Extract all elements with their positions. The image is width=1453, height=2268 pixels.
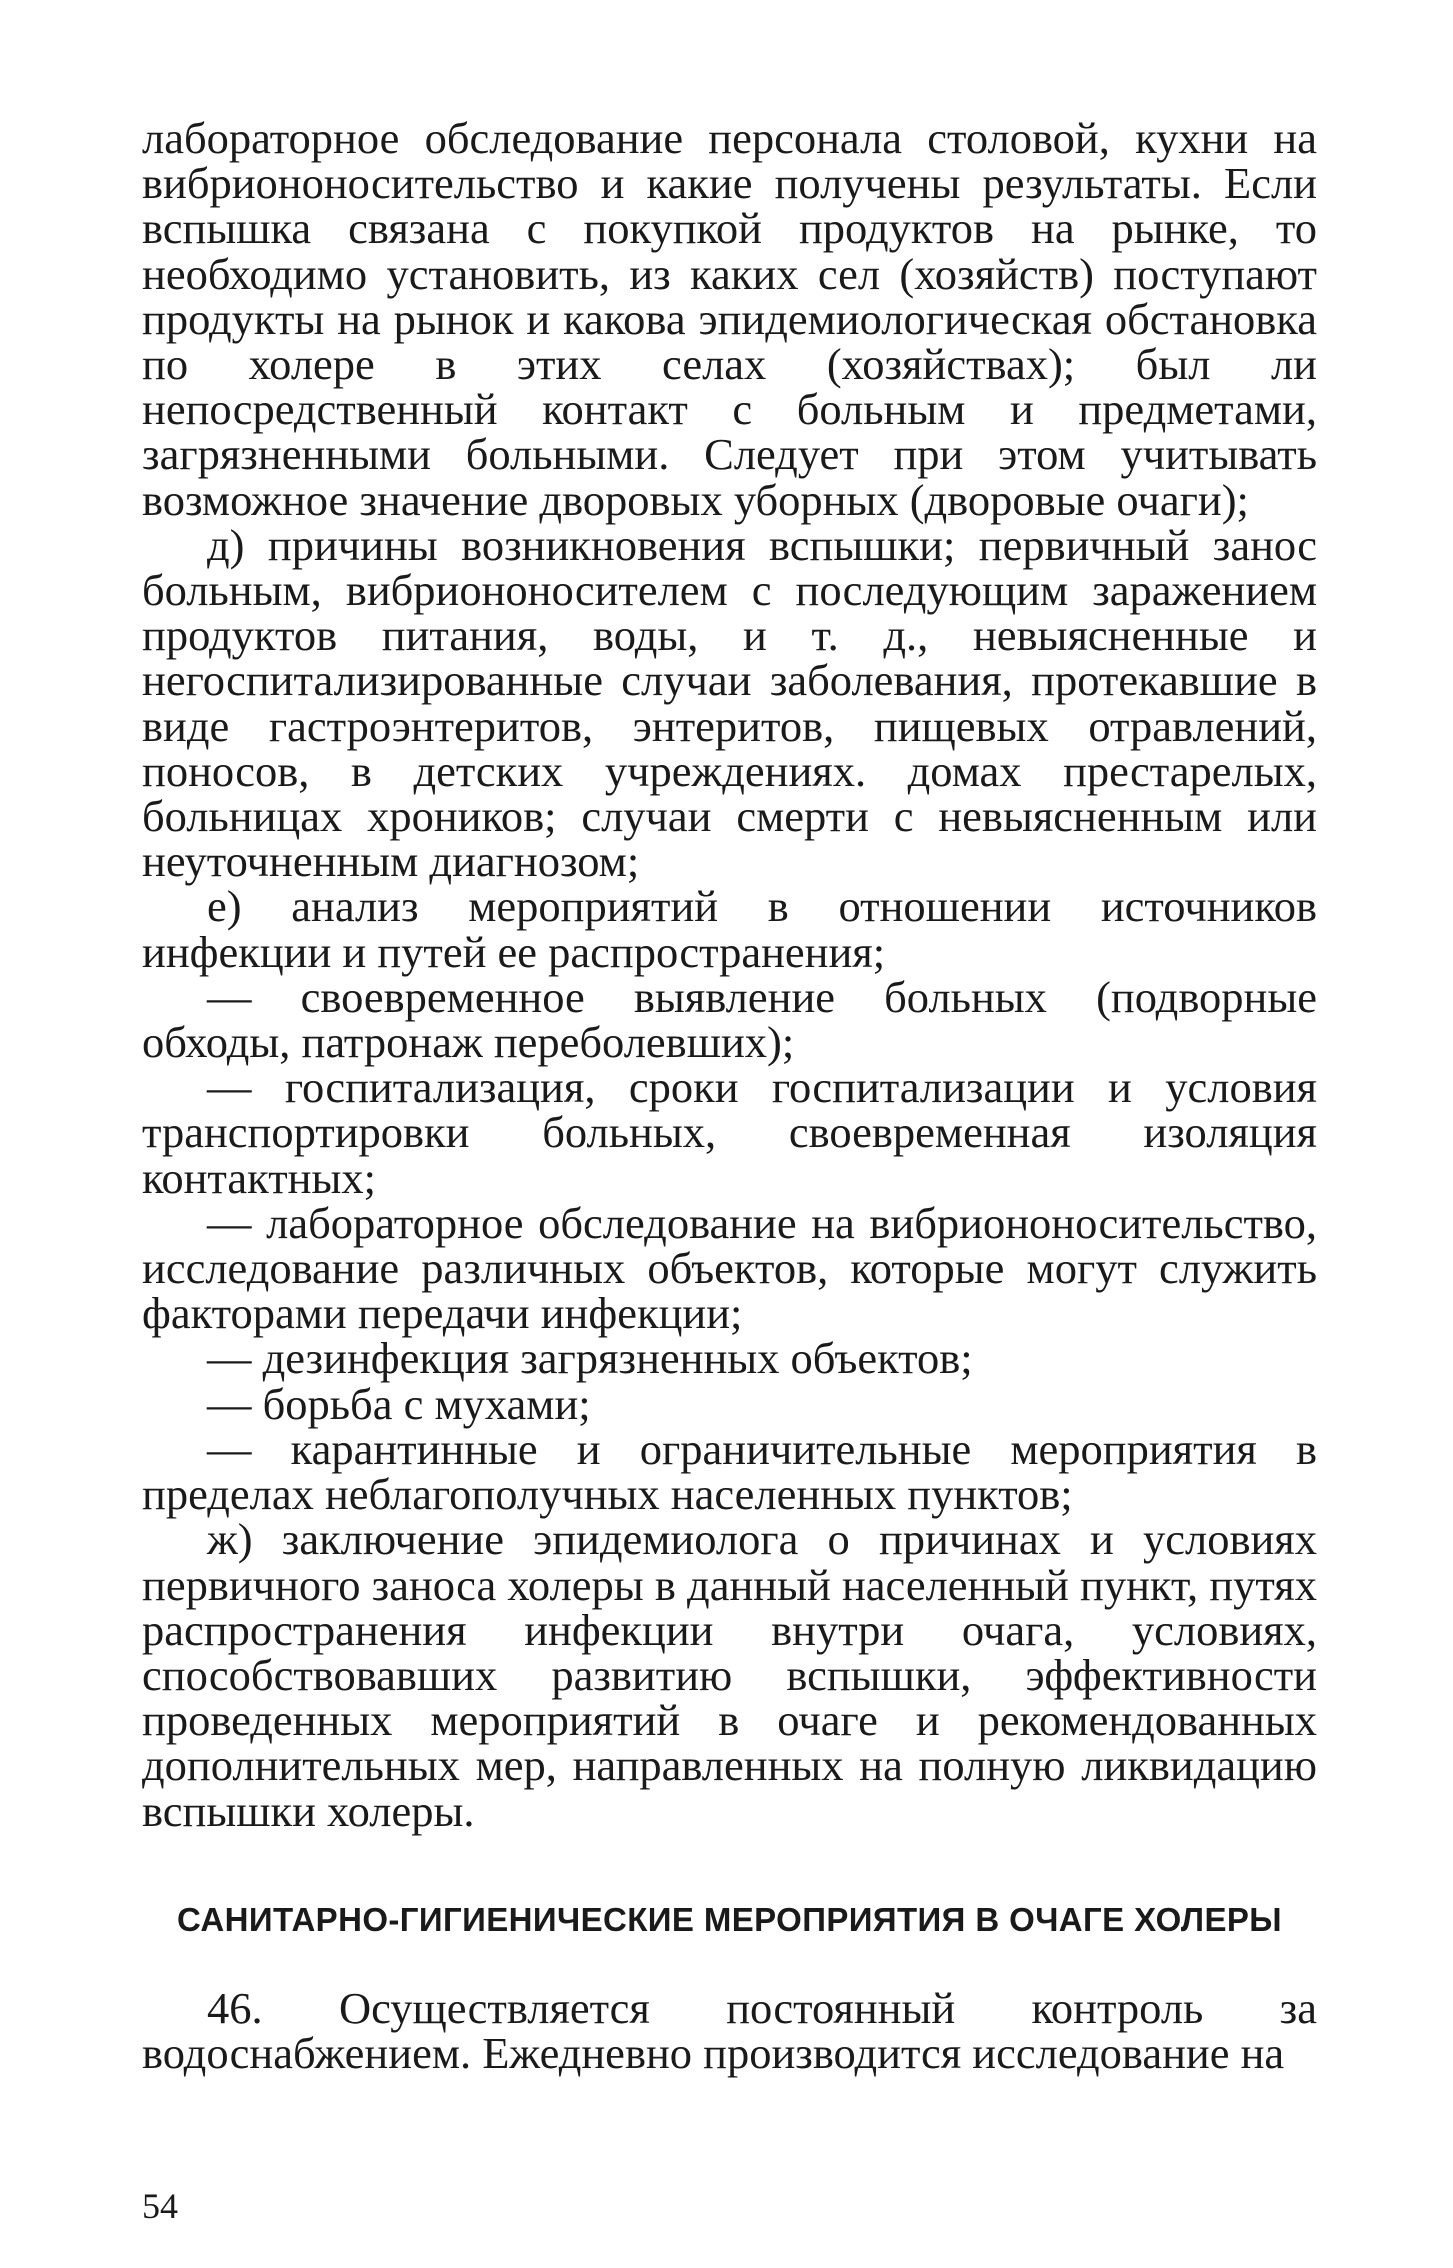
dash-item-disinfection: — дезинфекция загрязненных объектов; (207, 1333, 973, 1384)
paragraph-item-e: е) анализ мероприятий в отношении источников инфекции и путей ее распространения; (142, 881, 1317, 977)
dash-item-hospitalization: — госпитализация, сроки госпитализации и условия транспортировки больных, своевременная изоляция контактных; (142, 1062, 1317, 1203)
section-heading: САНИТАРНО-ГИГИЕНИЧЕСКИЕ МЕРОПРИЯТИЯ В ОЧАГЕ ХОЛЕРЫ (176, 1900, 1283, 1938)
dash-item-detection: — своевременное выявление больных (подворные обходы, патронаж переболевших); (142, 971, 1317, 1068)
dash-item-flies: — борьба с мухами; (207, 1378, 591, 1429)
page-body (142, 113, 1317, 2078)
paragraph-item-d: д) причины возникновения вспышки; первичный занос больным, вибриононосителем с последующим заражением продуктов питания, воды, и т. д., невыясненные и негоспитализированные случаи заболевания, протекавшие в виде гастроэнтеритов, энтеритов, пищевых отравлений, поносов, в детских учреждениях. домах престарелых, больницах хроников; случаи смерти с невыясненным или неуточненным диагнозом; (142, 519, 1317, 887)
paragraph-item-zh: ж) заключение эпидемиолога о причинах и условиях первичного заноса холеры в данный населенный пункт, путях распространения инфекции внутри очага, условиях, способствовавших развитию вспышки, эффективности проведенных мероприятий в очаге и рекомендованных дополнительных мер, направленных на полную ликвидацию вспышки холеры. (142, 1514, 1317, 1836)
dash-item-quarantine: — карантинные и ограничительные мероприятия в пределах неблагополучных населенных пунктов; (142, 1423, 1317, 1520)
paragraph-continuation: лабораторное обследование персонала столовой, кухни на вибриононосительство и какие получены результаты. Если вспышка связана с покупкой продуктов на рынке, то необходимо установить, из каких сел (хозяйств) поступают продукты на рынок и какова эпидемиологическая обстановка по холере в этих селах (хозяйствах); был ли непосредственный контакт с больным и предметами, загрязненными больными. Следует при этом учитывать возможное значение дворовых уборных (дворовые очаги); (142, 113, 1317, 525)
paragraph-46: 46. Осуществляется постоянный контроль за водоснабжением. Ежедневно производится исследование на (142, 1982, 1317, 2078)
dash-item-lab-testing: — лабораторное обследование на вибриононосительство, исследование различных объектов, которые могут служить факторами передачи инфекции; (142, 1197, 1317, 1339)
page-number: 54 (142, 2186, 178, 2226)
